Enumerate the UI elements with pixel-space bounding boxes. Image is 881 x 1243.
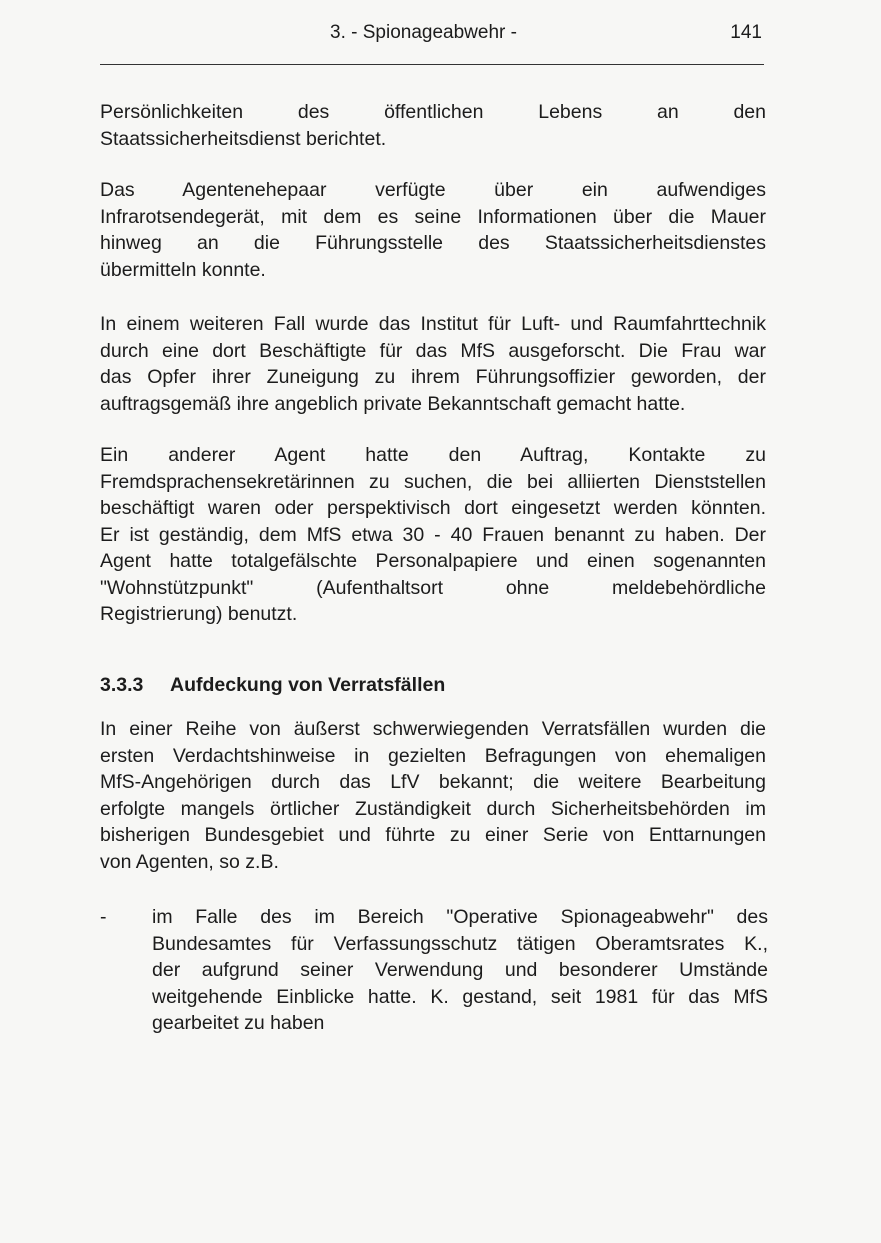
page-header [100,22,764,48]
text-line: MfS-Angehörigen durch das LfV bekannt; die weitere Bearbeitung [100,771,766,793]
text-line: beschäftigt waren oder perspektivisch dort eingesetzt werden könnten. [100,497,766,519]
bullet-marker: - [100,906,107,928]
section-number: 3.3.3 [100,674,144,696]
text-line: Agent hatte totalgefälschte Personalpapiere und einen sogenannten [100,550,766,572]
text-line: das Opfer ihrer Zuneigung zu ihrem Führungsoffizier geworden, der [100,366,766,388]
text-line: Registrierung) benutzt. [100,603,298,625]
text-line: der aufgrund seiner Verwendung und besonderer Umstände [152,959,768,981]
running-title: 3. - Spionageabwehr - [330,22,517,43]
paragraph [100,99,766,152]
section-title: Aufdeckung von Verratsfällen [170,674,446,696]
text-line: auftragsgemäß ihre angeblich private Bekanntschaft gemacht hatte. [100,392,686,415]
text-line: erfolgte mangels örtlicher Zuständigkeit durch Sicherheitsbehörden im [100,797,766,820]
text-line: im Falle des im Bereich "Operative Spionageabwehr" des [152,906,768,928]
text-line: gearbeitet zu haben [152,1012,325,1034]
text-line: Infrarotsendegerät, mit dem es seine Informationen über die Mauer [100,205,766,228]
header-rule [100,64,764,65]
text-line: Er ist geständig, dem MfS etwa 30 - 40 Frauen benannt zu haben. Der [100,523,766,546]
page-number: 141 [730,22,762,43]
bullet-text [152,904,768,1037]
section-heading [100,674,766,697]
text-line: bisherigen Bundesgebiet und führte zu einer Serie von Enttarnungen [100,824,766,846]
paragraph [100,311,766,417]
text-line: Bundesamtes für Verfassungsschutz tätigen Oberamtsrates K., [152,932,768,955]
text-line: hinweg an die Führungsstelle des Staatssicherheitsdienstes [100,232,766,254]
section-paragraph [100,716,766,875]
text-line: von Agenten, so z.B. [100,850,279,873]
text-line: Das Agentenehepaar verfügte über ein aufwendiges [100,179,766,201]
text-line: Fremdsprachensekretärinnen zu suchen, die bei alliierten Dienststellen [100,470,766,493]
text-line: Ein anderer Agent hatte den Auftrag, Kontakte zu [100,444,766,466]
text-line: übermitteln konnte. [100,258,266,281]
paragraph [100,177,766,283]
text-line: In einem weiteren Fall wurde das Institut für Luft- und Raumfahrttechnik [100,313,766,335]
text-line: durch eine dort Beschäftigte für das MfS ausgeforscht. Die Frau war [100,339,766,362]
text-line: In einer Reihe von äußerst schwerwiegenden Verratsfällen wurden die [100,718,766,740]
paragraph [100,442,766,628]
text-line: weitgehende Einblicke hatte. K. gestand, seit 1981 für das MfS [152,985,768,1008]
text-line: Staatssicherheitsdienst berichtet. [100,127,387,150]
text-line: ersten Verdachtshinweise in gezielten Befragungen von ehemaligen [100,744,766,767]
text-line: Persönlichkeiten des öffentlichen Lebens an den [100,101,766,123]
text-line: "Wohnstützpunkt" (Aufenthaltsort ohne meldebehördliche [100,576,766,599]
